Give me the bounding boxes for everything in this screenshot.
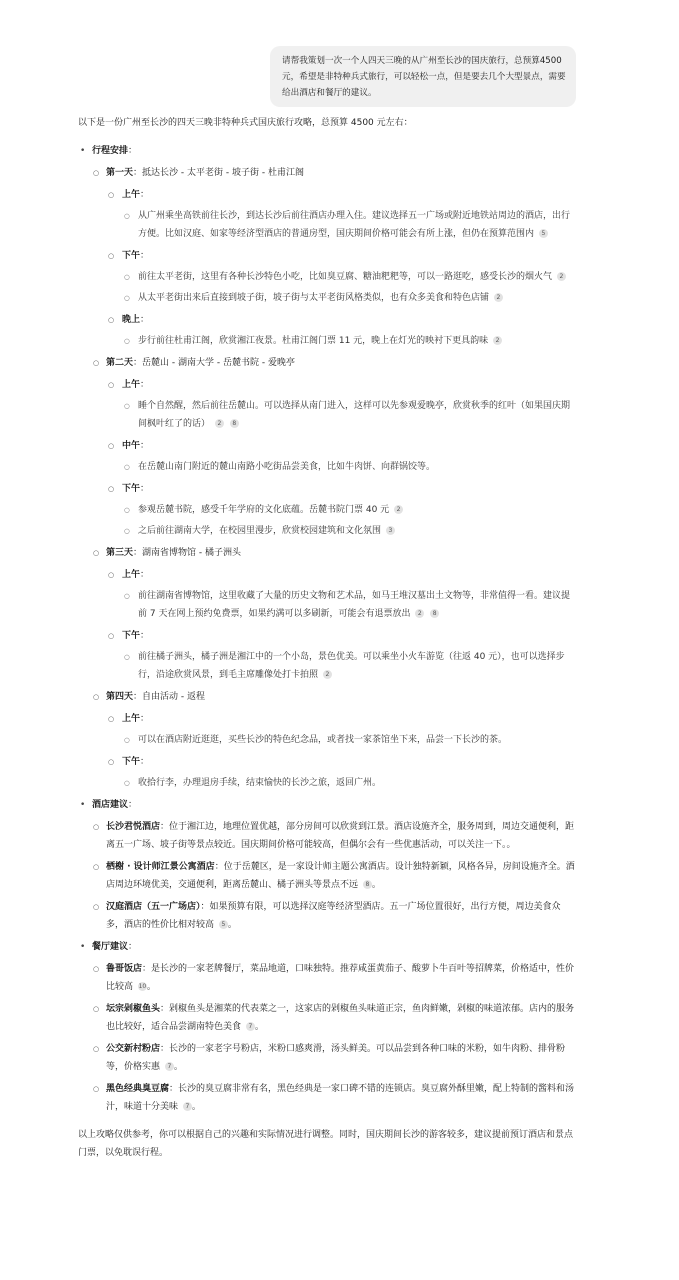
activity-list — [122, 397, 578, 433]
hotels-list — [92, 818, 578, 934]
restaurant-item-text: 长沙的臭豆腐非常有名，黑色经典是一家口碑不错的连锁店。臭豆腐外酥里嫩，配上特制的酱料和汤汁，味道十分美味 — [106, 1084, 575, 1112]
itinerary-section: • 行程安排： ○ 第一天：抵达长沙 - 太平老街 - 坡子街 - 杜甫江阁 ○ 上午： ○ 从广州乘坐高铁前往长沙，到达长沙后前往酒店办理入住。建议选择五一广场或附近地铁站周边的酒店，出行方便。比如汉庭、如家等经济型酒店的普通房型，国庆期间价格可能会有所上涨，但仍在预算范围内 5 ○ 下午： ○ 前往太平老街，这里有各种长沙特色小吃，比如臭豆腐、糖油粑粑等，可以一路逛吃，感受长沙的烟火气 2 ○ 从太平老街出来后直接到坡子街，坡子街与太平老街风格类似，也有众多美食和特色店铺 2 ○ 晚上： ○ 步行前往杜甫江阁，欣赏湘江夜景。杜甫江阁门票 11 元，晚上在灯光的映衬下更具韵味 2 ○ 第二天：岳麓山 - 湖南大学 - 岳麓书院 - 爱晚亭 ○ 上午： ○ 睡个自然醒，然后前往岳麓山。可以选择从南门进入，这样可以先参观爱晚亭，欣赏秋季的红叶（如果国庆期间枫叶红了的话） 2 8 ○ 中午： ○ 在岳麓山南门附近的麓山南路小吃街品尝美食，比如牛肉饼、向群锅饺等。 ○ 下午： ○ 参观岳麓书院，感受千年学府的文化底蕴。岳麓书院门票 40 元 2 ○ 之后前往湖南大学，在校园里漫步，欣赏校园建筑和文化氛围 3 ○ 第三天：湖南省博物馆 - 橘子洲头 ○ 上午： ○ 前往湖南省博物馆，这里收藏了大量的历史文物和艺术品，如马王堆汉墓出土文物等，非常值得一看。建议提前 7 天在网上预约免费票，如果约满可以多刷新，可能会有退票放出 2 8 ○ 下午： ○ 前往橘子洲头，橘子洲是湘江中的一个小岛，景色优美。可以乘坐小火车游览（往返 40 元），也可以选择步行，沿途欣赏风景，到毛主席雕像处打卡拍照 2 ○ 第四天：自由活动 - 返程 ○ 上午： ○ 可以在酒店附近逛逛，买些长沙的特色纪念品，或者找一家茶馆坐下来，品尝一下长沙的茶。 ○ 下午： ○ 收拾行李，办理退房手续，结束愉快的长沙之旅，返回广州。 — [78, 142, 578, 792]
citation-badge[interactable]: 2 — [215, 419, 224, 428]
day-label: 第二天 — [106, 358, 134, 368]
day-item: ○ 第一天：抵达长沙 - 太平老街 - 坡子街 - 杜甫江阁 ○ 上午： ○ 从广州乘坐高铁前往长沙，到达长沙后前往酒店办理入住。建议选择五一广场或附近地铁站周边的酒店，出行方便。比如汉庭、如家等经济型酒店的普通房型，国庆期间价格可能会有所上涨，但仍在预算范围内 5 ○ 下午： ○ 前往太平老街，这里有各种长沙特色小吃，比如臭豆腐、糖油粑粑等，可以一路逛吃，感受长沙的烟火气 2 ○ 从太平老街出来后直接到坡子街，坡子街与太平老街风格类似，也有众多美食和特色店铺 2 ○ 晚上： ○ 步行前往杜甫江阁，欣赏湘江夜景。杜甫江阁门票 11 元，晚上在灯光的映衬下更具韵味 2 — [92, 164, 578, 350]
citation-badge[interactable]: 5 — [539, 229, 548, 238]
day-label: 第三天 — [106, 548, 134, 558]
citation-badge[interactable]: 8 — [430, 609, 439, 618]
citation-badge[interactable]: 2 — [494, 293, 503, 302]
period-list — [106, 376, 578, 540]
restaurant-item-name: 黑色经典臭豆腐 — [106, 1084, 170, 1094]
restaurant-item: ○ 黑色经典臭豆腐：长沙的臭豆腐非常有名，黑色经典是一家口碑不错的连锁店。臭豆腐外酥里嫩，配上特制的酱料和汤汁，味道十分美味 7 。 — [92, 1080, 578, 1116]
activity-list — [122, 587, 578, 623]
citation-badge[interactable]: 10 — [138, 983, 147, 990]
day-item: ○ 第二天：岳麓山 - 湖南大学 - 岳麓书院 - 爱晚亭 ○ 上午： ○ 睡个自然醒，然后前往岳麓山。可以选择从南门进入，这样可以先参观爱晚亭，欣赏秋季的红叶（如果国庆期间枫叶红了的话） 2 8 ○ 中午： ○ 在岳麓山南门附近的麓山南路小吃街品尝美食，比如牛肉饼、向群锅饺等。 ○ 下午： ○ 参观岳麓书院，感受千年学府的文化底蕴。岳麓书院门票 40 元 2 ○ 之后前往湖南大学，在校园里漫步，欣赏校园建筑和文化氛围 3 — [92, 354, 578, 540]
restaurant-item: ○ 鲁哥饭店：是长沙的一家老牌餐厅，菜品地道，口味独特。推荐咸蛋黄茄子、酸萝卜牛百叶等招牌菜，价格适中，性价比较高 10。 — [92, 960, 578, 996]
activity-list — [122, 458, 578, 476]
day-summary: 自由活动 - 返程 — [142, 692, 206, 702]
citation-badge[interactable]: 2 — [557, 272, 566, 281]
activity-text: 前往太平老街，这里有各种长沙特色小吃，比如臭豆腐、糖油粑粑等，可以一路逛吃，感受长沙的烟火气 — [138, 272, 553, 282]
restaurant-item-name: 坛宗剁椒鱼头 — [106, 1004, 161, 1014]
activity-text: 可以在酒店附近逛逛，买些长沙的特色纪念品，或者找一家茶馆坐下来，品尝一下长沙的茶。 — [138, 735, 508, 745]
hotel-item-text: 如果预算有限，可以选择汉庭等经济型酒店。五一广场位置很好，出行方便，周边美食众多，酒店的性价比相对较高 — [106, 902, 561, 930]
restaurant-item-text: 是长沙的一家老牌餐厅，菜品地道，口味独特。推荐咸蛋黄茄子、酸萝卜牛百叶等招牌菜，价格适中，性价比较高 — [106, 964, 575, 992]
restaurant-item: ○ 坛宗剁椒鱼头：剁椒鱼头是湘菜的代表菜之一，这家店的剁椒鱼头味道正宗，鱼肉鲜嫩，剁椒的味道浓郁。店内的服务也比较好，适合品尝湖南特色美食 7 。 — [92, 1000, 578, 1036]
activity-list — [122, 332, 578, 350]
activity-list — [122, 648, 578, 684]
period-item: ○ 下午： ○ 前往太平老街，这里有各种长沙特色小吃，比如臭豆腐、糖油粑粑等，可以一路逛吃，感受长沙的烟火气 2 ○ 从太平老街出来后直接到坡子街，坡子街与太平老街风格类似，也有众多美食和特色店铺 2 — [106, 247, 578, 307]
activity-list — [122, 268, 578, 307]
period-item: ○ 上午： ○ 从广州乘坐高铁前往长沙，到达长沙后前往酒店办理入住。建议选择五一广场或附近地铁站周边的酒店，出行方便。比如汉庭、如家等经济型酒店的普通房型，国庆期间价格可能会有所上涨，但仍在预算范围内 5 — [106, 186, 578, 243]
hotel-item-name: 栖榭 · 设计师江景公寓酒店 — [106, 862, 215, 872]
activity-text: 步行前往杜甫江阁，欣赏湘江夜景。杜甫江阁门票 11 元，晚上在灯光的映衬下更具韵味 — [138, 336, 489, 346]
restaurant-item-name: 鲁哥饭店 — [106, 964, 143, 974]
period-item: ○ 上午： ○ 睡个自然醒，然后前往岳麓山。可以选择从南门进入，这样可以先参观爱晚亭，欣赏秋季的红叶（如果国庆期间枫叶红了的话） 2 8 — [106, 376, 578, 433]
answer-outro: 以上攻略仅供参考，你可以根据自己的兴趣和实际情况进行调整。同时，国庆期间长沙的游客较多，建议提前预订酒店和景点门票，以免耽误行程。 — [78, 1130, 574, 1158]
activity-item — [122, 458, 578, 476]
hotel-item-text: 位于湘江边，地理位置优越，部分房间可以欣赏到江景。酒店设施齐全，服务周到，周边交通便利，距离五一广场、坡子街等景点较近。国庆期间价格可能较高，但偶尔会有一些优惠活动，可以关注一下。 — [106, 822, 575, 850]
period-name: 上午 — [122, 570, 141, 580]
period-item: ○ 上午： ○ 前往湖南省博物馆，这里收藏了大量的历史文物和艺术品，如马王堆汉墓出土文物等，非常值得一看。建议提前 7 天在网上预约免费票，如果约满可以多刷新，可能会有退票放出 2 8 — [106, 566, 578, 623]
restaurant-item-text: 长沙的一家老字号粉店，米粉口感爽滑，汤头鲜美。可以品尝到各种口味的米粉，如牛肉粉、排骨粉等，价格实惠 — [106, 1044, 566, 1072]
assistant-answer — [78, 114, 578, 1162]
citation-badge[interactable]: 2 — [323, 670, 332, 679]
day-item: ○ 第三天：湖南省博物馆 - 橘子洲头 ○ 上午： ○ 前往湖南省博物馆，这里收藏了大量的历史文物和艺术品，如马王堆汉墓出土文物等，非常值得一看。建议提前 7 天在网上预约免费票，如果约满可以多刷新，可能会有退票放出 2 8 ○ 下午： ○ 前往橘子洲头，橘子洲是湘江中的一个小岛，景色优美。可以乘坐小火车游览（往返 40 元），也可以选择步行，沿途欣赏风景，到毛主席雕像处打卡拍照 2 — [92, 544, 578, 684]
restaurant-item-name: 公交新村粉店 — [106, 1044, 161, 1054]
day-summary: 抵达长沙 - 太平老街 - 坡子街 - 杜甫江阁 — [142, 168, 304, 178]
days-list — [92, 164, 578, 792]
activity-text: 参观岳麓书院，感受千年学府的文化底蕴。岳麓书院门票 40 元 — [138, 505, 390, 515]
user-message-bubble: 请帮我策划一次一个人四天三晚的从广州至长沙的国庆旅行，总预算4500元，希望是非特种兵式旅行，可以轻松一点，但是要去几个大型景点，需要给出酒店和餐厅的建议。 — [270, 46, 576, 107]
activity-text: 从广州乘坐高铁前往长沙，到达长沙后前往酒店办理入住。建议选择五一广场或附近地铁站周边的酒店，出行方便。比如汉庭、如家等经济型酒店的普通房型，国庆期间价格可能会有所上涨，但仍在预算范围内 — [138, 211, 571, 239]
period-name: 下午 — [122, 484, 141, 494]
hotel-item: ○ 栖榭 · 设计师江景公寓酒店：位于岳麓区，是一家设计师主题公寓酒店。设计独特新颖，风格各异，房间设施齐全。酒店周边环境优美，交通便利，距离岳麓山、橘子洲头等景点不远 8 。 — [92, 858, 578, 894]
activity-item — [122, 587, 578, 623]
period-item: ○ 下午： ○ 前往橘子洲头，橘子洲是湘江中的一个小岛，景色优美。可以乘坐小火车游览（往返 40 元），也可以选择步行，沿途欣赏风景，到毛主席雕像处打卡拍照 2 — [106, 627, 578, 684]
activity-list — [122, 207, 578, 243]
period-name: 上午 — [122, 190, 141, 200]
period-name: 下午 — [122, 757, 141, 767]
hotel-item: ○ 汉庭酒店（五一广场店）：如果预算有限，可以选择汉庭等经济型酒店。五一广场位置很好，出行方便，周边美食众多，酒店的性价比相对较高 5 。 — [92, 898, 578, 934]
citation-badge[interactable]: 3 — [386, 526, 395, 535]
activity-list — [122, 774, 578, 792]
period-item: ○ 中午： ○ 在岳麓山南门附近的麓山南路小吃街品尝美食，比如牛肉饼、向群锅饺等。 — [106, 437, 578, 476]
period-name: 下午 — [122, 251, 141, 261]
restaurant-item: ○ 公交新村粉店：长沙的一家老字号粉店，米粉口感爽滑，汤头鲜美。可以品尝到各种口味的米粉，如牛肉粉、排骨粉等，价格实惠 7 。 — [92, 1040, 578, 1076]
activity-item — [122, 397, 578, 433]
activity-item — [122, 268, 578, 286]
citation-badge[interactable]: 7 — [183, 1102, 192, 1111]
day-label: 第四天 — [106, 692, 134, 702]
activity-text: 在岳麓山南门附近的麓山南路小吃街品尝美食，比如牛肉饼、向群锅饺等。 — [138, 462, 436, 472]
period-name: 晚上 — [122, 315, 141, 325]
activity-list — [122, 501, 578, 540]
day-item: ○ 第四天：自由活动 - 返程 ○ 上午： ○ 可以在酒店附近逛逛，买些长沙的特色纪念品，或者找一家茶馆坐下来，品尝一下长沙的茶。 ○ 下午： ○ 收拾行李，办理退房手续，结束愉快的长沙之旅，返回广州。 — [92, 688, 578, 792]
hotel-item: ○ 长沙君悦酒店：位于湘江边，地理位置优越，部分房间可以欣赏到江景。酒店设施齐全，服务周到，周边交通便利，距离五一广场、坡子街等景点较近。国庆期间价格可能较高，但偶尔会有一些优惠活动，可以关注一下。。 — [92, 818, 578, 854]
activity-text: 睡个自然醒，然后前往岳麓山。可以选择从南门进入，这样可以先参观爱晚亭，欣赏秋季的红叶（如果国庆期间枫叶红了的话） — [138, 401, 571, 429]
citation-badge[interactable]: 7 — [165, 1062, 174, 1071]
activity-item — [122, 731, 578, 749]
restaurants-section: • 餐厅建议： ○ 鲁哥饭店：是长沙的一家老牌餐厅，菜品地道，口味独特。推荐咸蛋黄茄子、酸萝卜牛百叶等招牌菜，价格适中，性价比较高 10。 ○ 坛宗剁椒鱼头：剁椒鱼头是湘菜的代表菜之一，这家店的剁椒鱼头味道正宗，鱼肉鲜嫩，剁椒的味道浓郁。店内的服务也比较好，适合品尝湖南特色美食 7 。 ○ 公交新村粉店：长沙的一家老字号粉店，米粉口感爽滑，汤头鲜美。可以品尝到各种口味的米粉，如牛肉粉、排骨粉等，价格实惠 7 。 ○ 黑色经典臭豆腐：长沙的臭豆腐非常有名，黑色经典是一家口碑不错的连锁店。臭豆腐外酥里嫩，配上特制的酱料和汤汁，味道十分美味 7 。 — [78, 938, 578, 1116]
hotels-section: • 酒店建议： ○ 长沙君悦酒店：位于湘江边，地理位置优越，部分房间可以欣赏到江景。酒店设施齐全，服务周到，周边交通便利，距离五一广场、坡子街等景点较近。国庆期间价格可能较高，但偶尔会有一些优惠活动，可以关注一下。。 ○ 栖榭 · 设计师江景公寓酒店：位于岳麓区，是一家设计师主题公寓酒店。设计独特新颖，风格各异，房间设施齐全。酒店周边环境优美，交通便利，距离岳麓山、橘子洲头等景点不远 8 。 ○ 汉庭酒店（五一广场店）：如果预算有限，可以选择汉庭等经济型酒店。五一广场位置很好，出行方便，周边美食众多，酒店的性价比相对较高 5 。 — [78, 796, 578, 934]
activity-item — [122, 332, 578, 350]
activity-item — [122, 207, 578, 243]
activity-item — [122, 774, 578, 792]
activity-list — [122, 731, 578, 749]
hotel-item-name: 长沙君悦酒店 — [106, 822, 161, 832]
period-item: ○ 下午： ○ 参观岳麓书院，感受千年学府的文化底蕴。岳麓书院门票 40 元 2 ○ 之后前往湖南大学，在校园里漫步，欣赏校园建筑和文化氛围 3 — [106, 480, 578, 540]
activity-text: 前往湖南省博物馆，这里收藏了大量的历史文物和艺术品，如马王堆汉墓出土文物等，非常值得一看。建议提前 7 天在网上预约免费票，如果约满可以多刷新，可能会有退票放出 — [138, 591, 571, 619]
hotel-item-name: 汉庭酒店（五一广场店） — [106, 902, 201, 912]
citation-badge[interactable]: 2 — [493, 336, 502, 345]
citation-badge[interactable]: 8 — [363, 880, 372, 889]
restaurants-title: 餐厅建议 — [92, 942, 129, 952]
day-summary: 湖南省博物馆 - 橘子洲头 — [142, 548, 242, 558]
citation-badge[interactable]: 7 — [246, 1022, 255, 1031]
citation-badge[interactable]: 8 — [230, 419, 239, 428]
itinerary-title: 行程安排 — [92, 146, 129, 156]
day-summary: 岳麓山 - 湖南大学 - 岳麓书院 - 爱晚亭 — [142, 358, 295, 368]
citation-badge[interactable]: 2 — [415, 609, 424, 618]
period-item: ○ 上午： ○ 可以在酒店附近逛逛，买些长沙的特色纪念品，或者找一家茶馆坐下来，品尝一下长沙的茶。 — [106, 710, 578, 749]
restaurant-item-text: 剁椒鱼头是湘菜的代表菜之一，这家店的剁椒鱼头味道正宗，鱼肉鲜嫩，剁椒的味道浓郁。店内的服务也比较好，适合品尝湖南特色美食 — [106, 1004, 575, 1032]
period-name: 上午 — [122, 714, 141, 724]
restaurants-list — [92, 960, 578, 1116]
period-item: ○ 晚上： ○ 步行前往杜甫江阁，欣赏湘江夜景。杜甫江阁门票 11 元，晚上在灯光的映衬下更具韵味 2 — [106, 311, 578, 350]
answer-intro: 以下是一份广州至长沙的四天三晚非特种兵式国庆旅行攻略，总预算 4500 元左右： — [78, 118, 413, 128]
activity-text: 从太平老街出来后直接到坡子街，坡子街与太平老街风格类似，也有众多美食和特色店铺 — [138, 293, 490, 303]
hotel-item-text: 位于岳麓区，是一家设计师主题公寓酒店。设计独特新颖，风格各异，房间设施齐全。酒店周边环境优美，交通便利，距离岳麓山、橘子洲头等景点不远 — [106, 862, 575, 890]
answer-sections — [78, 142, 578, 1116]
activity-item — [122, 501, 578, 519]
period-list — [106, 566, 578, 684]
activity-item — [122, 522, 578, 540]
period-name: 中午 — [122, 441, 141, 451]
activity-text: 之后前往湖南大学，在校园里漫步，欣赏校园建筑和文化氛围 — [138, 526, 382, 536]
period-item: ○ 下午： ○ 收拾行李，办理退房手续，结束愉快的长沙之旅，返回广州。 — [106, 753, 578, 792]
citation-badge[interactable]: 5 — [219, 920, 228, 929]
activity-text: 收拾行李，办理退房手续，结束愉快的长沙之旅，返回广州。 — [138, 778, 382, 788]
citation-badge[interactable]: 2 — [394, 505, 403, 514]
period-name: 上午 — [122, 380, 141, 390]
activity-item — [122, 648, 578, 684]
period-name: 下午 — [122, 631, 141, 641]
period-list — [106, 186, 578, 350]
hotels-title: 酒店建议 — [92, 800, 129, 810]
activity-text: 前往橘子洲头，橘子洲是湘江中的一个小岛，景色优美。可以乘坐小火车游览（往返 40 元），也可以选择步行，沿途欣赏风景，到毛主席雕像处打卡拍照 — [138, 652, 565, 680]
day-label: 第一天 — [106, 168, 134, 178]
period-list — [106, 710, 578, 792]
activity-item — [122, 289, 578, 307]
